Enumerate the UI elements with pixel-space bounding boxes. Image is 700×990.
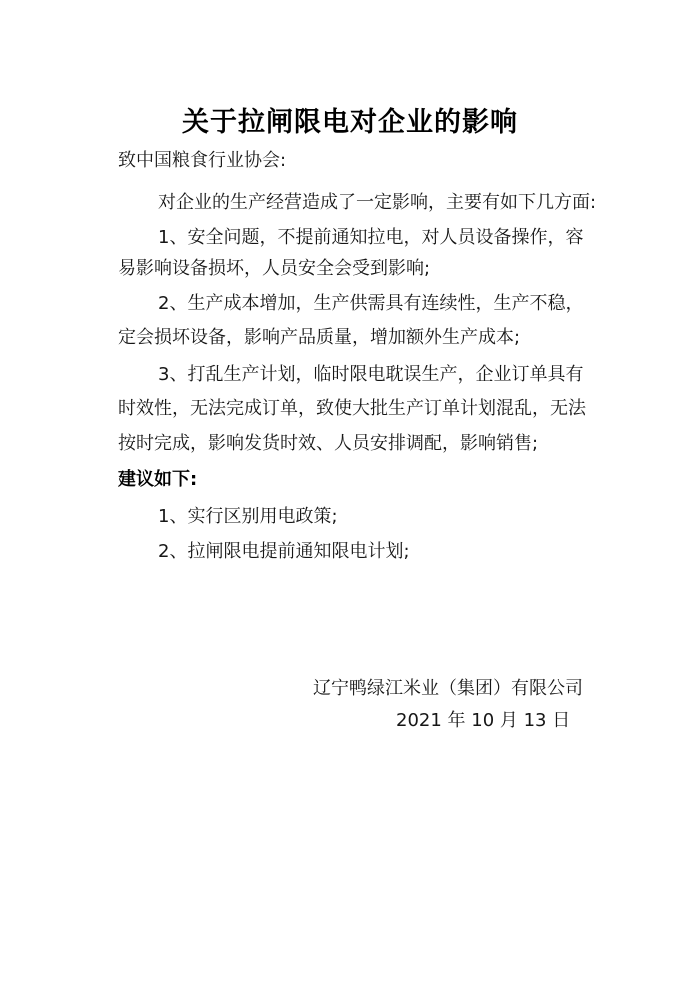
intro-paragraph: 对企业的生产经营造成了一定影响，主要有如下几方面: bbox=[158, 192, 597, 213]
greeting-line: 致中国粮食行业协会: bbox=[118, 150, 287, 171]
document-title: 关于拉闸限电对企业的影响 bbox=[182, 107, 518, 138]
signature-company: 辽宁鸭绿江米业（集团）有限公司 bbox=[313, 678, 583, 699]
suggestion-2: 2、拉闸限电提前通知限电计划; bbox=[158, 541, 410, 562]
signature-date: 2021 年 10 月 13 日 bbox=[396, 710, 571, 731]
impact-1-line-1: 1、安全问题，不提前通知拉电，对人员设备操作，容 bbox=[158, 227, 584, 248]
impact-3-line-3: 按时完成，影响发货时效、人员安排调配，影响销售; bbox=[118, 433, 539, 454]
impact-3-line-2: 时效性，无法完成订单，致使大批生产订单计划混乱，无法 bbox=[118, 398, 586, 419]
impact-1-line-2: 易影响设备损坏，人员安全会受到影响; bbox=[118, 258, 431, 279]
impact-3-line-1: 3、打乱生产计划，临时限电耽误生产，企业订单具有 bbox=[158, 364, 584, 385]
suggestion-1: 1、实行区别用电政策; bbox=[158, 506, 338, 527]
impact-2-line-2: 定会损坏设备，影响产品质量，增加额外生产成本; bbox=[118, 327, 521, 348]
impact-2-line-1: 2、生产成本增加，生产供需具有连续性，生产不稳， bbox=[158, 293, 584, 314]
suggestions-heading: 建议如下: bbox=[118, 469, 198, 490]
